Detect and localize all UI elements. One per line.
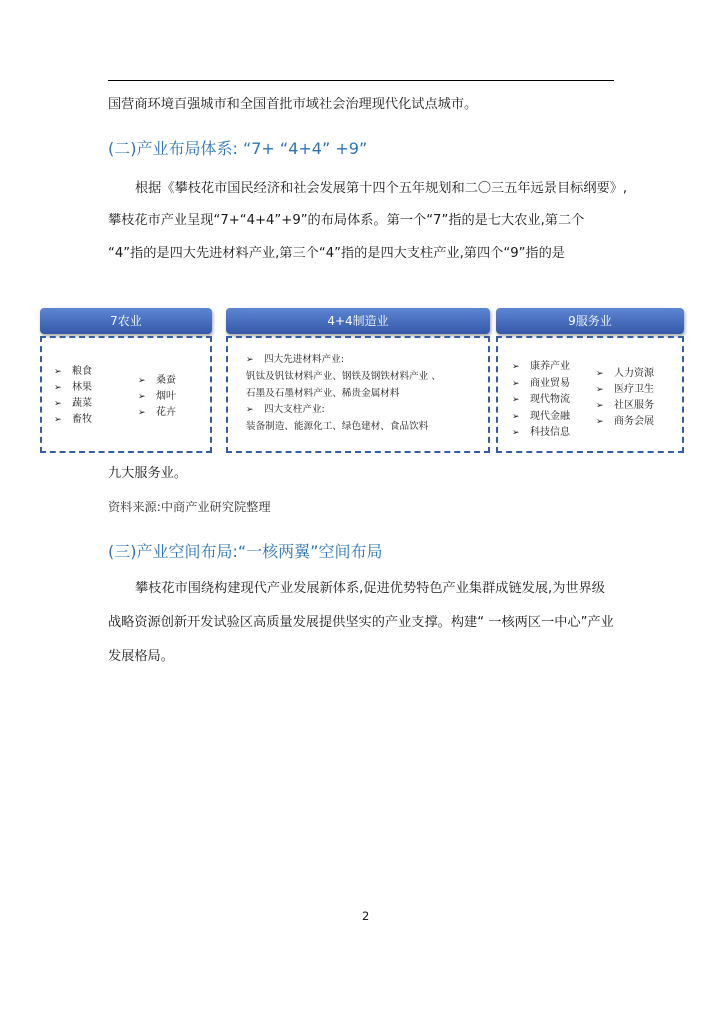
arrow-bullet-icon: ➢ [138,376,146,386]
agriculture-list-1 [54,364,92,428]
source-note: 资料来源:中商产业研究院整理 [108,500,271,514]
list-item: ➢ 粮食 [54,364,92,380]
arrow-bullet-icon: ➢ [54,367,62,377]
materials-line: 钒钛及钒钛材料产业、钢铁及钢铁材料产业 、 [246,371,441,382]
arrow-bullet-icon: ➢ [512,411,520,422]
list-item: ➢ 花卉 [138,405,176,421]
arrow-bullet-icon: ➢ [512,395,520,405]
list-item: ➢ 医疗卫生 [596,382,654,398]
list-item: ➢ 现代金融 [512,409,570,426]
section-heading-2: (二)产业布局体系: “7+ “4+4” +9” [108,139,368,158]
list-item: ➢ 商业贸易 [512,376,570,393]
list-item: ➢ 桑蚕 [138,373,176,389]
arrow-bullet-icon: ➢ [138,408,146,418]
manufacturing-panel [226,336,490,453]
pillar-industries-heading: ➢ 四大支柱产业: [246,402,325,418]
arrow-bullet-icon: ➢ [596,385,604,395]
section-heading-3: (三)产业空间布局:“一核两翼”空间布局 [108,542,383,561]
arrow-bullet-icon: ➢ [54,383,62,393]
page-number: 2 [362,909,370,923]
list-item: ➢ 康养产业 [512,359,570,376]
list-item: ➢ 商务会展 [596,414,654,430]
materials-line: 石墨及石墨材料产业、稀贵金属材料 [246,388,400,399]
agriculture-panel-title: 7农业 [40,308,212,334]
arrow-bullet-icon: ➢ [596,369,604,379]
list-item: ➢ 现代物流 [512,392,570,409]
pillar-line: 装备制造、能源化工、绿色建材、食品饮料 [246,421,429,432]
list-item: ➢ 烟叶 [138,389,176,405]
arrow-bullet-icon: ➢ [512,362,520,372]
arrow-bullet-icon: ➢ [512,428,520,438]
arrow-bullet-icon: ➢ [54,399,62,409]
text-line: 国营商环境百强城市和全国首批市域社会治理现代化试点城市。 [108,97,478,112]
text-line: 战略资源创新开发试验区高质量发展提供坚实的产业支撑。构建“ 一核两区一中心”产业 [108,615,614,630]
list-item: ➢ 林果 [54,380,92,396]
arrow-bullet-icon: ➢ [596,417,604,427]
agriculture-list-2 [138,373,176,421]
services-list-2 [596,366,654,430]
arrow-bullet-icon: ➢ [138,392,146,402]
advanced-materials-heading: ➢ 四大先进材料产业: [246,352,344,368]
manufacturing-panel-title: 4+4制造业 [226,308,490,334]
arrow-bullet-icon: ➢ [512,378,520,389]
text-line: 攀枝花市围绕构建现代产业发展新体系,促进优势特色产业集群成链发展,为世界级 [135,581,605,596]
text-line: 根据《攀枝花市国民经济和社会发展第十四个五年规划和二〇三五年远景目标纲要》, [135,181,628,196]
arrow-bullet-icon: ➢ [596,401,604,411]
arrow-bullet-icon: ➢ [246,405,254,415]
text-line: “4”指的是四大先进材料产业,第三个“4”指的是四大支柱产业,第四个“9”指的是 [108,246,565,261]
services-panel-title: 9服务业 [496,308,684,334]
agriculture-panel [40,336,212,453]
services-list-1 [512,359,570,442]
list-item: ➢ 畜牧 [54,412,92,428]
header-rule [108,80,614,81]
list-item: ➢ 社区服务 [596,398,654,414]
arrow-bullet-icon: ➢ [246,355,254,365]
list-item: ➢ 人力资源 [596,366,654,382]
arrow-bullet-icon: ➢ [54,415,62,425]
services-panel [496,336,684,453]
text-line: 九大服务业。 [108,466,188,481]
text-line: 攀枝花市产业呈现“7+“4+4”+9”的布局体系。第一个“7”指的是七大农业,第二个 [108,213,585,228]
list-item: ➢ 科技信息 [512,425,570,442]
list-item: ➢ 蔬菜 [54,396,92,412]
text-line: 发展格局。 [108,649,174,664]
